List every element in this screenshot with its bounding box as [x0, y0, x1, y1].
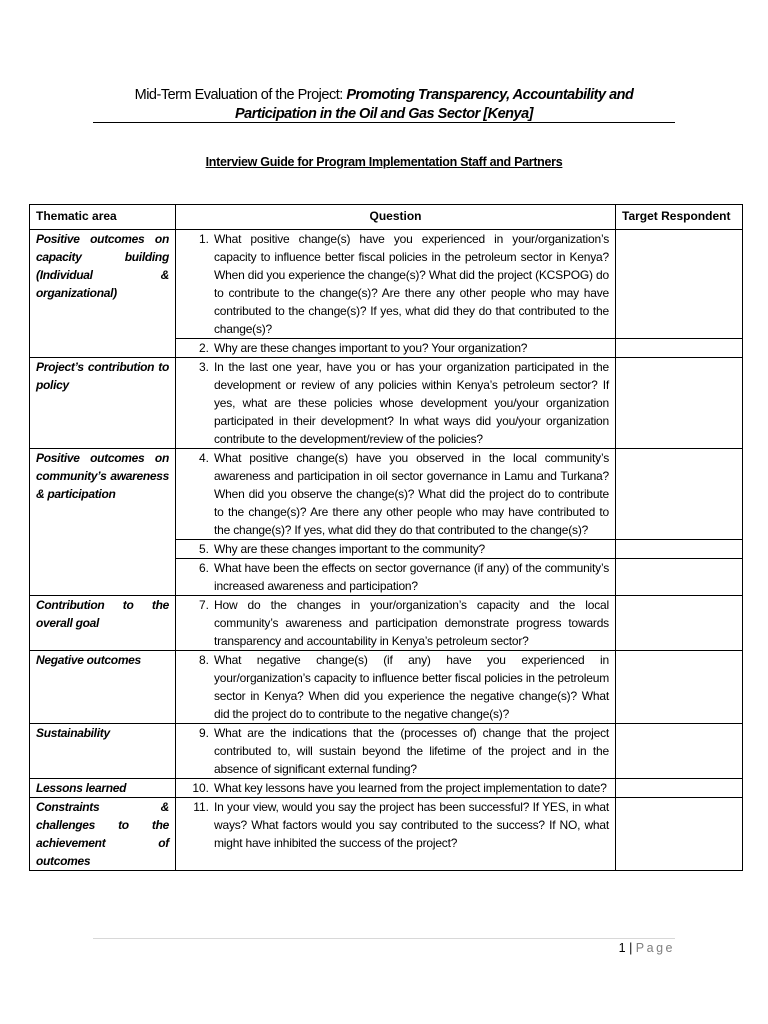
project-name: Promoting Transparency, Accountability and Participation in the Oil and Gas Sector [Kenya]: [235, 87, 634, 122]
document-title: [93, 86, 675, 124]
target-respondent-cell[interactable]: [616, 540, 743, 559]
header-rule: [93, 122, 675, 123]
question-cell: [176, 449, 616, 540]
question-cell: [176, 596, 616, 651]
header-target-respondent: Target Respondent: [616, 205, 743, 230]
question-number: 10.: [192, 781, 209, 795]
question-number: 3.: [198, 360, 209, 374]
target-respondent-cell[interactable]: [616, 230, 743, 339]
page-label: Page: [635, 941, 675, 955]
guide-subtitle: Interview Guide for Program Implementation Staff and Partners: [205, 155, 563, 169]
question-number: 6.: [198, 561, 209, 575]
question-text: In the last one year, have you or has your organization participated in the development or review of any policies within Kenya’s petroleum sector? If yes, what are these policies whose development you/your organization participated in their development? In what ways did you/your organization contribute to the development/review of the policies?: [214, 360, 609, 446]
table-row: [30, 798, 743, 871]
thematic-area-cell: Project’s contribution to policy: [30, 358, 176, 449]
interview-guide-table: [29, 204, 743, 871]
question-number: 4.: [198, 451, 209, 465]
target-respondent-cell[interactable]: [616, 596, 743, 651]
question-text: What positive change(s) have you experienced in your/organization’s capacity to influence better fiscal policies in the petroleum sector in Kenya? When did you experience the change(s)? What did the project (KCSPOG) do to contribute to the change(s)? Are there any other people who may have contributed to the change(s)? If yes, what did they do that contributed to the change(s)?: [214, 232, 609, 336]
thematic-area-cell: Positive outcomes on capacity building (Individual & organizational): [30, 230, 176, 358]
question-text: What are the indications that the (processes of) change that the project contributed to, will sustain beyond the lifetime of the project and in the absence of significant external funding?: [214, 726, 609, 776]
question-text: What key lessons have you learned from the project implementation to date?: [214, 781, 607, 795]
question-cell: [176, 230, 616, 339]
thematic-area-cell: Sustainability: [30, 724, 176, 779]
question-text: What negative change(s) (if any) have you experienced in your/organization’s capacity to influence better fiscal policies in the petroleum sector in Kenya? When did you experience the negative change(s)? What did the project do to contribute to the negative change(s)?: [214, 653, 609, 721]
question-cell: [176, 339, 616, 358]
header-thematic-area: Thematic area: [30, 205, 176, 230]
target-respondent-cell[interactable]: [616, 339, 743, 358]
table-row: [30, 230, 743, 339]
question-cell: [176, 651, 616, 724]
header-question: Question: [176, 205, 616, 230]
question-number: 9.: [198, 726, 209, 740]
thematic-area-cell: Contribution to the overall goal: [30, 596, 176, 651]
target-respondent-cell[interactable]: [616, 779, 743, 798]
question-cell: [176, 559, 616, 596]
target-respondent-cell[interactable]: [616, 798, 743, 871]
target-respondent-cell[interactable]: [616, 559, 743, 596]
question-text: What positive change(s) have you observed in the local community’s awareness and participation in oil sector governance in Lamu and Turkana? When did you observe the change(s)? What did the project do to contribute to the change(s)? Are there any other people who may have contributed to the change(s)? If yes, what did they do that contributed to the change(s)?: [214, 451, 609, 537]
table-row: [30, 596, 743, 651]
question-number: 5.: [198, 542, 209, 556]
question-number: 8.: [198, 653, 209, 667]
title-prefix: Mid-Term Evaluation of the Project:: [134, 87, 347, 103]
target-respondent-cell[interactable]: [616, 449, 743, 540]
table-row: [30, 779, 743, 798]
footer-rule: [93, 938, 675, 939]
question-text: What have been the effects on sector governance (if any) of the community’s increased awareness and participation?: [214, 561, 609, 593]
target-respondent-cell[interactable]: [616, 358, 743, 449]
table-row: [30, 724, 743, 779]
thematic-area-cell: Constraints & challenges to the achievement of outcomes: [30, 798, 176, 871]
page-footer: [560, 941, 675, 955]
page-number: 1: [618, 941, 626, 955]
question-number: 7.: [198, 598, 209, 612]
question-cell: [176, 798, 616, 871]
thematic-area-cell: Negative outcomes: [30, 651, 176, 724]
question-cell: [176, 358, 616, 449]
thematic-area-cell: Lessons learned: [30, 779, 176, 798]
question-number: 1.: [198, 232, 209, 246]
table-row: [30, 449, 743, 540]
target-respondent-cell[interactable]: [616, 651, 743, 724]
question-text: Why are these changes important to the community?: [214, 542, 486, 556]
table-header-row: [30, 205, 743, 230]
question-number: 2.: [198, 341, 209, 355]
page-separator: |: [629, 941, 633, 955]
target-respondent-cell[interactable]: [616, 724, 743, 779]
table-row: [30, 651, 743, 724]
question-text: How do the changes in your/organization’s capacity and the local community’s awareness and participation demonstrate progress towards transparency and accountability in Kenya’s petroleum sector?: [214, 598, 609, 648]
thematic-area-cell: Positive outcomes on community’s awareness & participation: [30, 449, 176, 596]
question-number: 11.: [193, 800, 209, 814]
question-cell: [176, 540, 616, 559]
question-cell: [176, 724, 616, 779]
table-row: [30, 358, 743, 449]
question-cell: [176, 779, 616, 798]
question-text: Why are these changes important to you? Your organization?: [214, 341, 528, 355]
question-text: In your view, would you say the project has been successful? If YES, in what ways? What factors would you say contributed to the success? If NO, what might have inhibited the success of the project?: [214, 800, 609, 850]
